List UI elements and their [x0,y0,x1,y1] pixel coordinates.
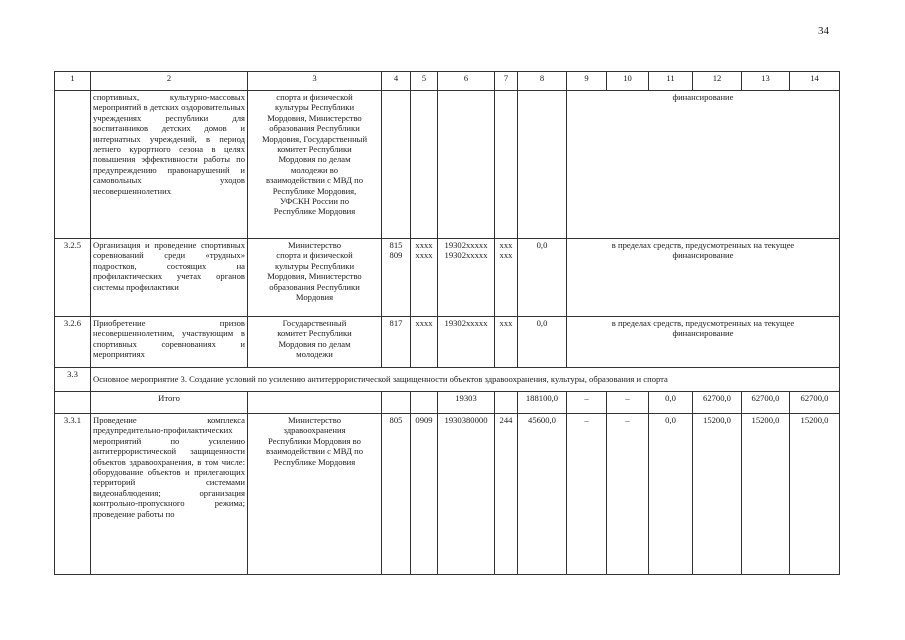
header-cell: 12 [693,72,742,91]
financing-note: в пределах средств, предусмотренных на текущее финансирование [567,317,840,368]
row-number-cell: 3.3 [55,368,91,392]
header-cell: 7 [495,72,518,91]
amount-2017-cell: 62700,0 [693,392,742,414]
grbs-code-cell: 815 809 [382,239,411,317]
header-cell: 3 [248,72,382,91]
main-activity-title: Основное мероприятие 3. Создание условий по усилению антитеррористической защищенности объектов здравоохранения, культуры, образования и спорта [91,368,840,392]
amount-2016-cell: 0,0 [649,414,693,575]
grbs-code-cell: 805 [382,414,411,575]
empty-cell [248,392,382,414]
header-row [55,72,840,91]
measure-description: Организация и проведение спортивных соревнований среди «трудных» подростков, состоящих на профилактических учетах органов системы профилактики [91,239,248,317]
target-article-cell: 19303 [438,392,495,414]
header-cell: 5 [411,72,438,91]
header-cell: 9 [567,72,607,91]
empty-cell [495,91,518,239]
program-table [54,71,840,575]
header-cell: 8 [518,72,567,91]
executor-cell: Министерство спорта и физической культуры Республики Мордовия, Министерство образования Республики Мордовия [248,239,382,317]
table-row [55,239,840,317]
executor-cell: спорта и физической культуры Республики Мордовия, Министерство образования Республики Мордовия, Государственный комитет Республики Мордовия по делам молодежи во взаимодействии с МВД по Республике Мордовия, УФСКН России по Республике Мордовия [248,91,382,239]
financing-note: финансирование [567,91,840,239]
row-number-cell: 3.3.1 [55,414,91,575]
amount-2018-cell: 62700,0 [742,392,790,414]
header-cell: 1 [55,72,91,91]
expense-type-cell: 244 [495,414,518,575]
empty-cell [495,392,518,414]
table-row [55,91,840,239]
amount-total-cell: 45600,0 [518,414,567,575]
header-cell: 4 [382,72,411,91]
amount-2019-cell: 62700,0 [790,392,840,414]
row-number-cell [55,91,91,239]
table-row [55,368,840,392]
amount-total-cell: 0,0 [518,239,567,317]
empty-cell [411,392,438,414]
expense-type-cell: xxx xxx [495,239,518,317]
measure-description: Проведение комплекса предупредительно-профилактических мероприятий по усилению антитеррористической защищенности объектов здравоохранения, в том числе: оборудование объектов и прилегающих территорий системами видеонаблюдения; организация контрольно-пропускного режима; проведение работы по [91,414,248,575]
table-row-total [55,392,840,414]
table-row [55,317,840,368]
target-article-cell: 1930380000 [438,414,495,575]
header-cell: 11 [649,72,693,91]
amount-2018-cell: 15200,0 [742,414,790,575]
measure-description: спортивных, культурно-массовых мероприятий в детских оздоровительных учреждениях республики для воспитанников детских домов и интернатных учреждений, в период летнего курортного сезона в целях повышения эффективности работы по предупреждению правонарушений и самовольных уходов несовершеннолетних [91,91,248,239]
financing-note: в пределах средств, предусмотренных на текущее финансирование [567,239,840,317]
section-code-cell: xxxx xxxx [411,239,438,317]
total-label: Итого [91,392,248,414]
executor-cell: Министерство здравоохранения Республики Мордовия во взаимодействии с МВД по Республике Мордовия [248,414,382,575]
target-article-cell: 19302xxxxx 19302xxxxx [438,239,495,317]
header-cell: 2 [91,72,248,91]
executor-cell: Государственный комитет Республики Мордовия по делам молодежи [248,317,382,368]
amount-total-cell: 188100,0 [518,392,567,414]
amount-2016-cell: 0,0 [649,392,693,414]
amount-2019-cell: 15200,0 [790,414,840,575]
section-code-cell: 0909 [411,414,438,575]
target-article-cell: 19302xxxxx [438,317,495,368]
empty-cell [438,91,495,239]
row-number-cell: 3.2.6 [55,317,91,368]
header-cell: 14 [790,72,840,91]
row-number-cell [55,392,91,414]
header-cell: 10 [607,72,649,91]
amount-2014-cell: – [567,414,607,575]
header-cell: 6 [438,72,495,91]
empty-cell [382,91,411,239]
header-cell: 13 [742,72,790,91]
row-number-cell: 3.2.5 [55,239,91,317]
expense-type-cell: xxx [495,317,518,368]
amount-2014-cell: – [567,392,607,414]
table-row [55,414,840,575]
empty-cell [382,392,411,414]
amount-2015-cell: – [607,414,649,575]
amount-2015-cell: – [607,392,649,414]
section-code-cell: xxxx [411,317,438,368]
grbs-code-cell: 817 [382,317,411,368]
amount-total-cell: 0,0 [518,317,567,368]
measure-description: Приобретение призов несовершеннолетним, участвующим в спортивных соревнованиях и мероприятиях [91,317,248,368]
amount-2017-cell: 15200,0 [693,414,742,575]
empty-cell [411,91,438,239]
page-number: 34 [818,25,829,37]
empty-cell [518,91,567,239]
